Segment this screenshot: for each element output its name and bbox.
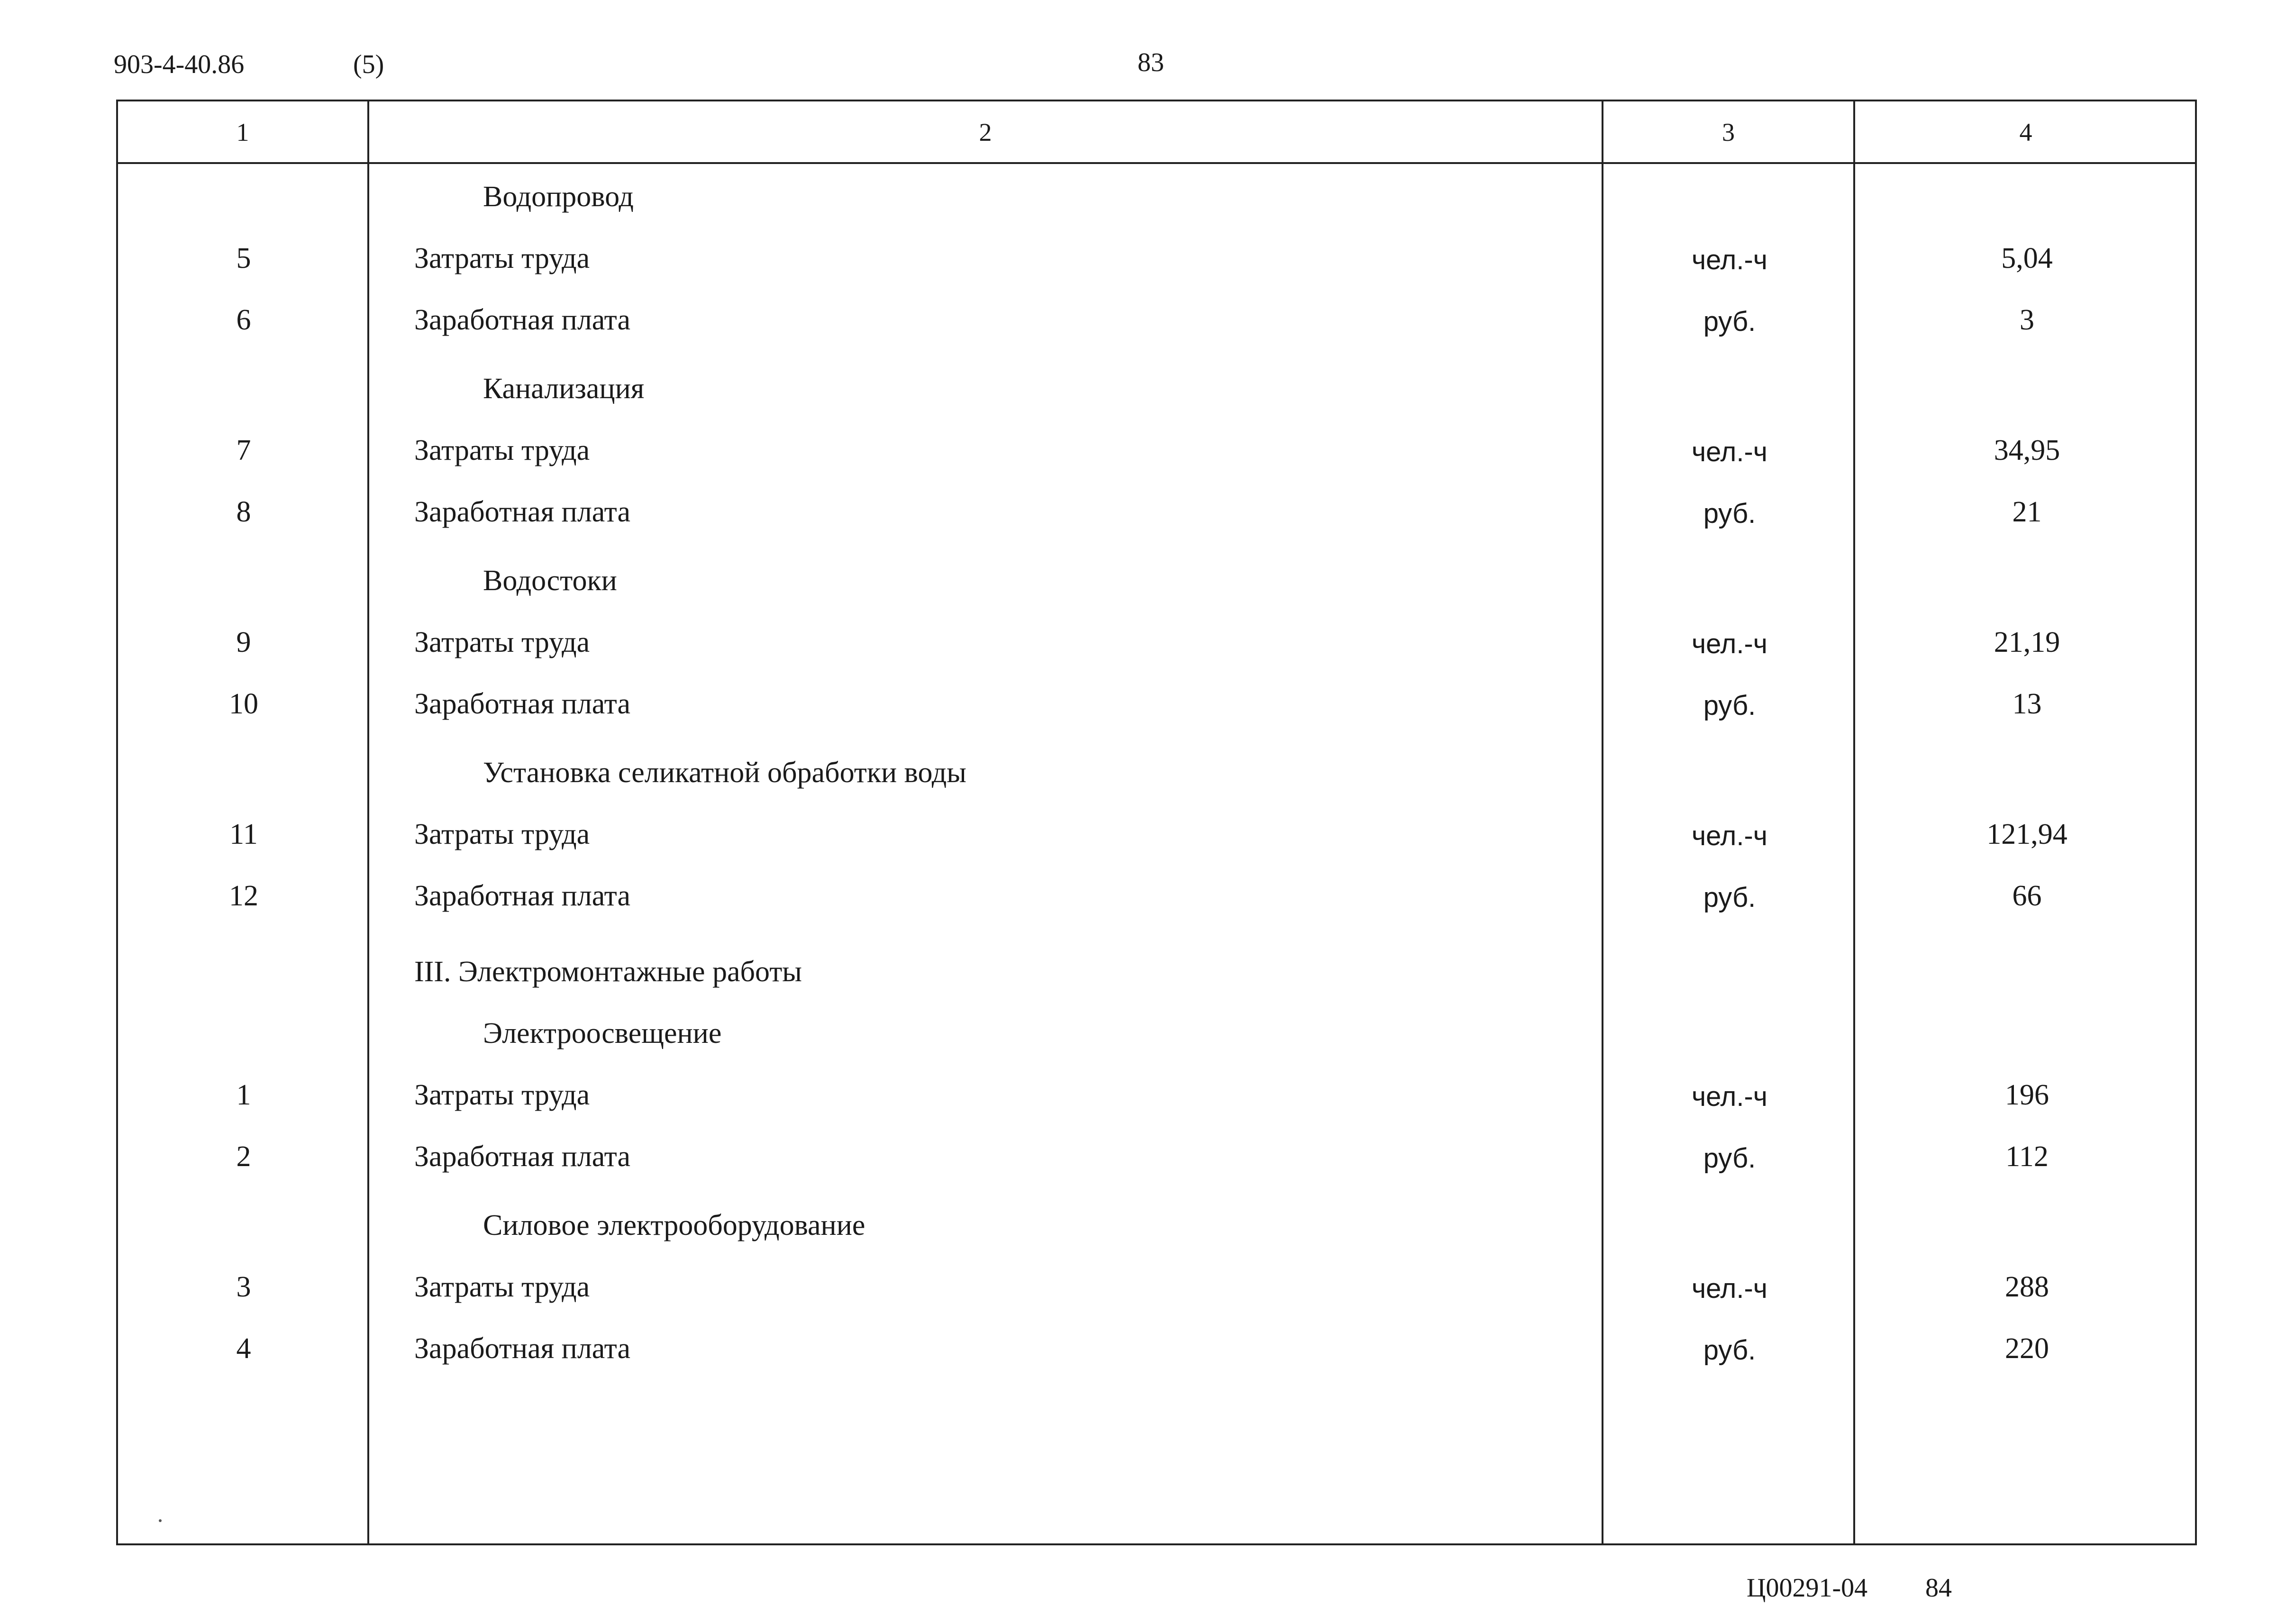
row-value: 66 — [2012, 880, 2042, 912]
row-label: Заработная плата — [414, 880, 631, 912]
row-number: 1 — [236, 1079, 251, 1111]
column-number-4: 4 — [2019, 118, 2032, 146]
row-number: 3 — [236, 1271, 251, 1303]
row-unit: руб. — [1703, 1335, 1756, 1366]
row-number: 9 — [236, 626, 251, 658]
row-label: Затраты труда — [414, 818, 590, 850]
row-value: 121,94 — [1986, 818, 2067, 850]
row-unit: руб. — [1703, 1143, 1756, 1174]
document-code: 903-4-40.86 — [114, 50, 245, 79]
row-value: 13 — [2012, 688, 2042, 720]
row-label: Заработная плата — [414, 1140, 631, 1173]
row-label: Затраты труда — [414, 434, 590, 466]
page-number: 83 — [1138, 48, 1164, 77]
row-unit: чел.-ч — [1691, 1081, 1768, 1112]
row-number: 5 — [236, 242, 251, 274]
section-heading: Канализация — [483, 373, 645, 405]
row-unit: чел.-ч — [1691, 1273, 1768, 1304]
row-unit: чел.-ч — [1691, 245, 1768, 275]
part-heading: III. Электромонтажные работы — [414, 956, 802, 988]
section-heading: Силовое электрооборудование — [483, 1209, 865, 1241]
scan-speck — [159, 1519, 162, 1522]
row-value: 5,04 — [2001, 242, 2053, 274]
row-value: 220 — [2005, 1332, 2049, 1365]
row-label: Затраты труда — [414, 626, 590, 658]
row-label: Заработная плата — [414, 1332, 631, 1365]
column-number-1: 1 — [236, 118, 249, 146]
section-heading: Водостоки — [483, 565, 617, 597]
row-unit: руб. — [1703, 882, 1756, 913]
section-heading: Установка селикатной обработки воды — [483, 757, 966, 789]
row-label: Заработная плата — [414, 304, 631, 336]
sheet-label: (5) — [353, 50, 384, 79]
row-number: 11 — [229, 818, 258, 850]
row-number: 4 — [236, 1332, 251, 1365]
row-unit: чел.-ч — [1691, 821, 1768, 851]
row-unit: руб. — [1703, 498, 1756, 529]
row-label: Затраты труда — [414, 242, 590, 274]
row-value: 21,19 — [1994, 626, 2060, 658]
row-value: 288 — [2005, 1271, 2049, 1303]
row-label: Затраты труда — [414, 1271, 590, 1303]
work-table — [116, 100, 2197, 1545]
row-label: Заработная плата — [414, 688, 631, 720]
section-heading: Водопровод — [483, 181, 634, 213]
footer-page: 84 — [1925, 1573, 1952, 1603]
row-unit: руб. — [1703, 690, 1756, 721]
column-number-3: 3 — [1722, 118, 1735, 146]
row-label: Затраты труда — [414, 1079, 590, 1111]
row-number: 10 — [229, 688, 258, 720]
row-value: 21 — [2012, 496, 2042, 528]
column-number-2: 2 — [979, 118, 992, 146]
row-number: 2 — [236, 1140, 251, 1173]
row-unit: чел.-ч — [1691, 437, 1768, 467]
row-number: 7 — [236, 434, 251, 466]
row-unit: чел.-ч — [1691, 629, 1768, 659]
row-value: 112 — [2005, 1140, 2049, 1173]
row-value: 3 — [2020, 304, 2034, 336]
row-label: Заработная плата — [414, 496, 631, 528]
row-number: 8 — [236, 496, 251, 528]
row-number: 6 — [236, 304, 251, 336]
section-heading: Электроосвещение — [483, 1017, 722, 1049]
row-value: 196 — [2005, 1079, 2049, 1111]
column-divider-2 — [1602, 101, 1603, 1543]
row-number: 12 — [229, 880, 258, 912]
row-unit: руб. — [1703, 306, 1756, 337]
footer-code: Ц00291-04 — [1747, 1573, 1868, 1603]
row-value: 34,95 — [1994, 434, 2060, 466]
